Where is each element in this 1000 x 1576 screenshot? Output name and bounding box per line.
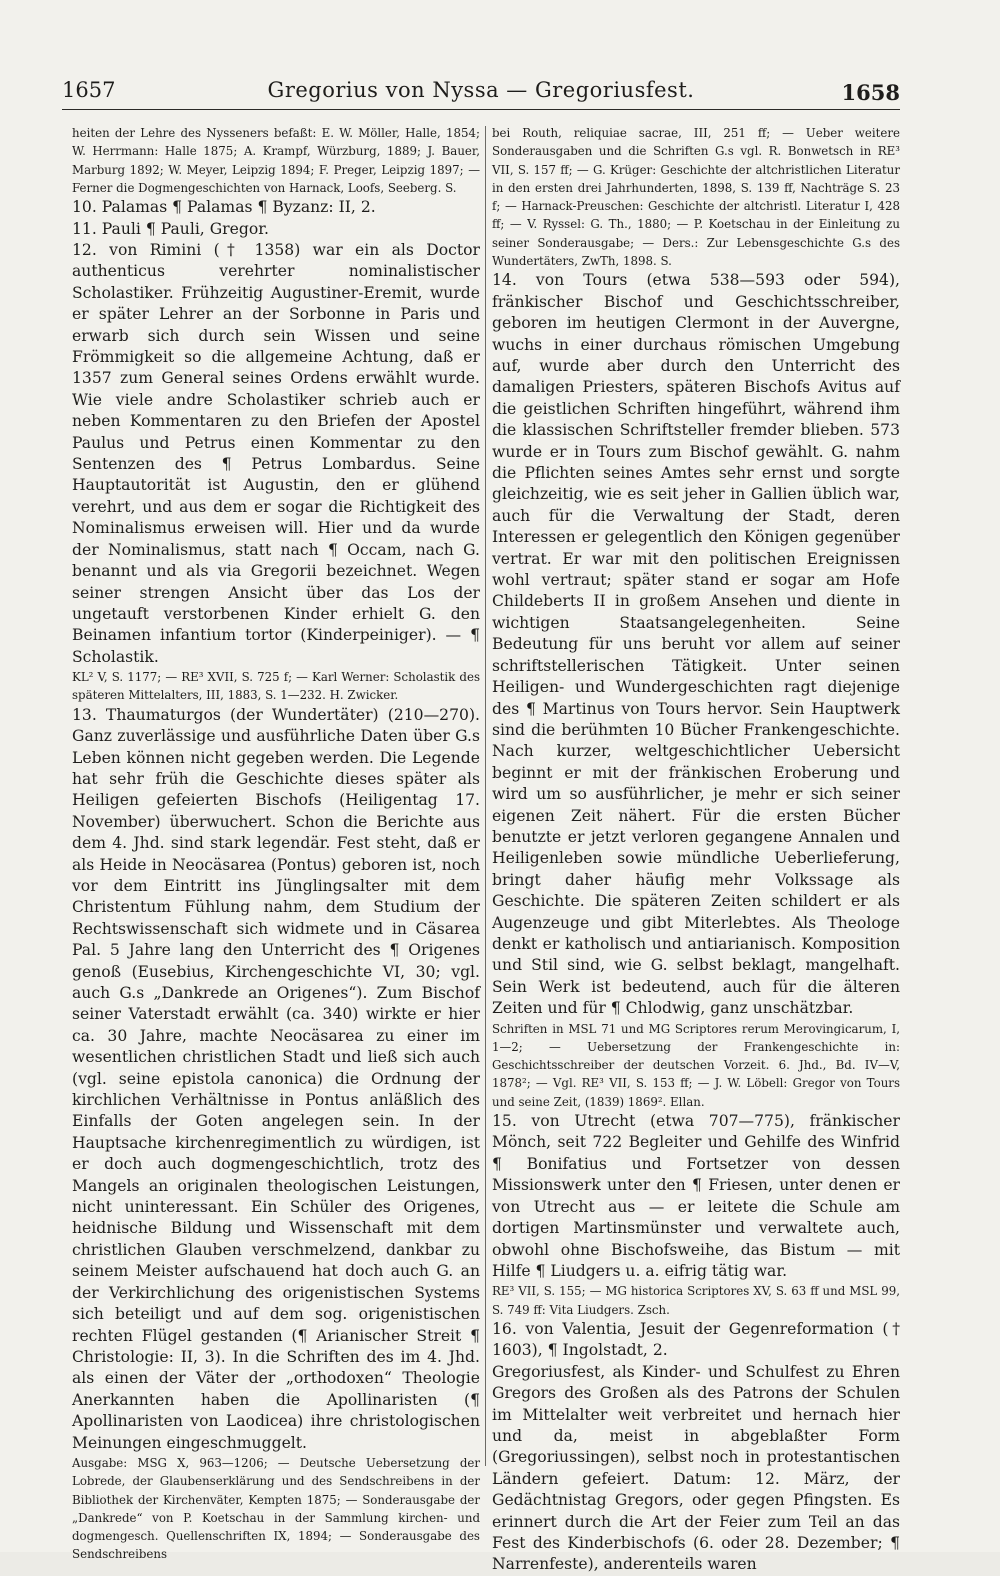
running-title: Gregorius von Nyssa — Gregoriusfest. <box>267 78 695 102</box>
bibliography-note: heiten der Lehre des Nysseners befaßt: E. W. Möller, Halle, 1854; W. Herrmann: Halle 1875; A. Krampf, Würzburg, 1889; J. Bauer, Marburg 1892; W. Meyer, Leipzig 1894; F. Preger, Leipzig 1897; — Ferner die Dogmengeschichten von Harnack, Loofs, Seeberg. S. <box>72 126 480 195</box>
bibliography-note: Ausgabe: MSG X, 963—1206; — Deutsche Uebersetzung der Lobrede, der Glaubenserklärung und des Sendschreibens in der Bibliothek der Kirchenväter, Kempten 1875; — Sonderausgabe der „Dankrede“ von P. Koetschau in der Sammlung kirchen- und dogmengesch. Quellenschriften IX, 1894; — Sonderausgabe des Sendschreibens <box>72 1455 480 1562</box>
bibliography-note: RE³ VII, S. 155; — MG historica Scriptores XV, S. 63 ff und MSL 99, S. 749 ff: Vita Liudgers. Zsch. <box>492 1284 900 1317</box>
column-divider <box>485 126 486 1466</box>
right-column <box>492 124 900 1574</box>
page-header <box>62 72 900 106</box>
article-paragraph: 13. Thaumaturgos (der Wundertäter) (210—270). Ganz zuverlässige und ausführliche Daten über G.s Leben können nicht gegeben werden. Die Legende hat sehr früh die Geschichte dieses später als Heiligen gefeierten Bischofs (Heiligentag 17. November) überwuchert. Schon die Berichte aus dem 4. Jhd. sind stark legendär. Fest steht, daß er als Heide in Neocäsarea (Pontus) geboren ist, noch vor dem Eintritt ins Jünglingsalter mit dem Christentum Fühlung nahm, dem Studium der Rechtswissenschaft sich widmete und in Cäsarea Pal. 5 Jahre lang den Unterricht des ¶ Origenes genoß (Eusebius, Kirchengeschichte VI, 30; vgl. auch G.s „Dankrede an Origenes“). Zum Bischof seiner Vaterstadt erwählt (ca. 340) wirkte er hier ca. 30 Jahre, machte Neocäsarea zu einer im wesentlichen christlichen Stadt und ließ sich auch (vgl. seine epistola canonica) die Ordnung der kirchlichen Verhältnisse in Pontus anläßlich des Einfalls der Goten angelegen sein. In der Hauptsache kirchenregimentlich zu würdigen, ist er doch auch dogmengeschichtlich, trotz des Mangels an originalen theologischen Leistungen, nicht uninteressant. Ein Schüler des Origenes, heidnische Bildung und Wissenschaft mit dem christlichen Glauben verschmelzend, dankbar zu seinem Meister aufschauend hat doch auch G. an der Verkirchlichung des origenistischen Systems sich beteiligt und auf dem sog. origenistischen rechten Flügel gestanden (¶ Arianischer Streit ¶ Christologie: II, 3). In die Schriften des im 4. Jhd. als einen der Väter der „orthodoxen“ Theologie Anerkannten haben die Apollinaristen (¶ Apollinaristen von Laodicea) ihre christologischen Meinungen eingeschmuggelt. <box>72 705 480 1452</box>
article-paragraph: Gregoriusfest, als Kinder- und Schulfest zu Ehren Gregors des Großen als des Patrons der Schulen im Mittelalter weit verbreitet und hernach hier und da, meist in abgeblaßter Form (Gregoriussingen), selbst noch in protestantischen Ländern gefeiert. Datum: 12. März, der Gedächtnistag Gregors, oder gegen Pfingsten. Es erinnert durch die Art der Feier zum Teil an das Fest des Kinderbischofs (6. oder 28. Dezember; ¶ Narrenfeste), anderenteils waren <box>492 1362 900 1574</box>
header-rule <box>62 109 900 110</box>
bibliography-note: Schriften in MSL 71 und MG Scriptores rerum Merovingicarum, I, 1—2; — Uebersetzung der Frankengeschichte in: Geschichtsschreiber der deutschen Vorzeit. 6. Jhd., Bd. IV—V, 1878²; — Vgl. RE³ VII, S. 153 ff; — J. W. Löbell: Gregor von Tours und seine Zeit, (1839) 1869². Ellan. <box>492 1021 900 1109</box>
article-paragraph: 14. von Tours (etwa 538—593 oder 594), fränkischer Bischof und Geschichtsschreiber, geboren im heutigen Clermont in der Auvergne, wuchs in einer durchaus römischen Umgebung auf, wurde aber durch den Unterricht des damaligen Priesters, späteren Bischofs Avitus auf die geistlichen Schriften hingeführt, während ihm die klassischen Schriftsteller fremder blieben. 573 wurde er in Tours zum Bischof gewählt. G. nahm die Pflichten seines Amtes sehr ernst und sorgte gleichzeitig, wie es seit jeher in Gallien üblich war, auch für die Verwaltung der Stadt, deren Interessen er gelegentlich den Königen gegenüber vertrat. Er war mit den politischen Ereignissen wohl vertraut; später stand er sogar am Hofe Childeberts II in großem Ansehen und diente in wichtigen Staatsangelegenheiten. Seine Bedeutung für uns beruht vor allem auf seiner schriftstellerischen Tätigkeit. Unter seinen Heiligen- und Wundergeschichten ragt diejenige des ¶ Martinus von Tours hervor. Sein Hauptwerk sind die berühmten 10 Bücher Frankengeschichte. Nach kurzer, weltgeschichtlicher Uebersicht beginnt er mit der fränkischen Eroberung und wird um so ausführlicher, je mehr er sich seiner eigenen Zeit nähert. Für die ersten Bücher benutzte er jetzt verloren gegangene Annalen und Heiligenleben sowie mündliche Ueberlieferung, bringt daher häufig mehr Volkssage als Geschichte. Die späteren Zeiten schildert er als Augenzeuge und gibt Miterlebtes. Als Theologe denkt er katholisch und antiarianisch. Komposition und Stil sind, wie G. selbst beklagt, mangelhaft. Sein Werk ist bedeutend, auch für die älteren Zeiten und für ¶ Chlodwig, ganz unschätzbar. <box>492 271 900 1018</box>
page-number-right: 1658 <box>841 80 900 105</box>
article-paragraph: 12. von Rimini († 1358) war ein als Doctor authenticus verehrter nominalistischer Scholastiker. Frühzeitig Augustiner-Eremit, wurde er später Lehrer an der Sorbonne in Paris und erwarb sich durch sein Wissen und seine Frömmigkeit so die allgemeine Achtung, daß er 1357 zum General seines Ordens erwählt wurde. Wie viele andre Scholastiker schrieb auch er neben Kommentaren zu den Briefen der Apostel Paulus und Petrus einen Kommentar zu den Sentenzen des ¶ Petrus Lombardus. Seine Hauptautorität ist Augustin, den er glühend verehrt, und aus dem er sogar die Richtigkeit des Nominalismus erweisen will. Hier und da wurde der Nominalismus, statt nach ¶ Occam, nach G. benannt und als via Gregorii bezeichnet. Wegen seiner strengen Ansicht über das Los der ungetauft verstorbenen Kinder erhielt G. den Beinamen infantium tortor (Kinderpeiniger). — ¶ Scholastik. <box>72 241 480 666</box>
left-column <box>72 124 480 1562</box>
article-paragraph: 10. Palamas ¶ Palamas ¶ Byzanz: II, 2. <box>72 198 376 217</box>
article-paragraph: 11. Pauli ¶ Pauli, Gregor. <box>72 219 269 238</box>
bibliography-note: bei Routh, reliquiae sacrae, III, 251 ff; — Ueber weitere Sonderausgaben und die Schriften G.s vgl. R. Bonwetsch in RE³ VII, S. 157 ff; — G. Krüger: Geschichte der altchristlichen Literatur in den ersten drei Jahrhunderten, 1898, S. 139 ff, Nachträge S. 23 f; — Harnack-Preuschen: Geschichte der altchristl. Literatur I, 428 ff; — V. Ryssel: G. Th., 1880; — P. Koetschau in der Einleitung zu seiner Sonderausgabe; — Ders.: Zur Lebensgeschichte G.s des Wundertäters, ZwTh, 1898. S. <box>492 126 900 269</box>
article-paragraph: 16. von Valentia, Jesuit der Gegenreformation († 1603), ¶ Ingolstadt, 2. <box>492 1319 900 1360</box>
bibliography-note: KL² V, S. 1177; — RE³ XVII, S. 725 f; — Karl Werner: Scholastik des späteren Mittelalters, III, 1883, S. 1—232. H. Zwicker. <box>72 670 480 703</box>
article-paragraph: 15. von Utrecht (etwa 707—775), fränkischer Mönch, seit 722 Begleiter und Gehilfe des Winfrid ¶ Bonifatius und Fortsetzer von dessen Missionswerk unter den ¶ Friesen, unter denen er von Utrecht aus — er leitete die Schule am dortigen Martinsmünster und verwaltete auch, obwohl ohne Bischofsweihe, das Bistum — mit Hilfe ¶ Liudgers u. a. eifrig tätig war. <box>492 1112 900 1280</box>
page-number-left: 1657 <box>62 78 116 102</box>
